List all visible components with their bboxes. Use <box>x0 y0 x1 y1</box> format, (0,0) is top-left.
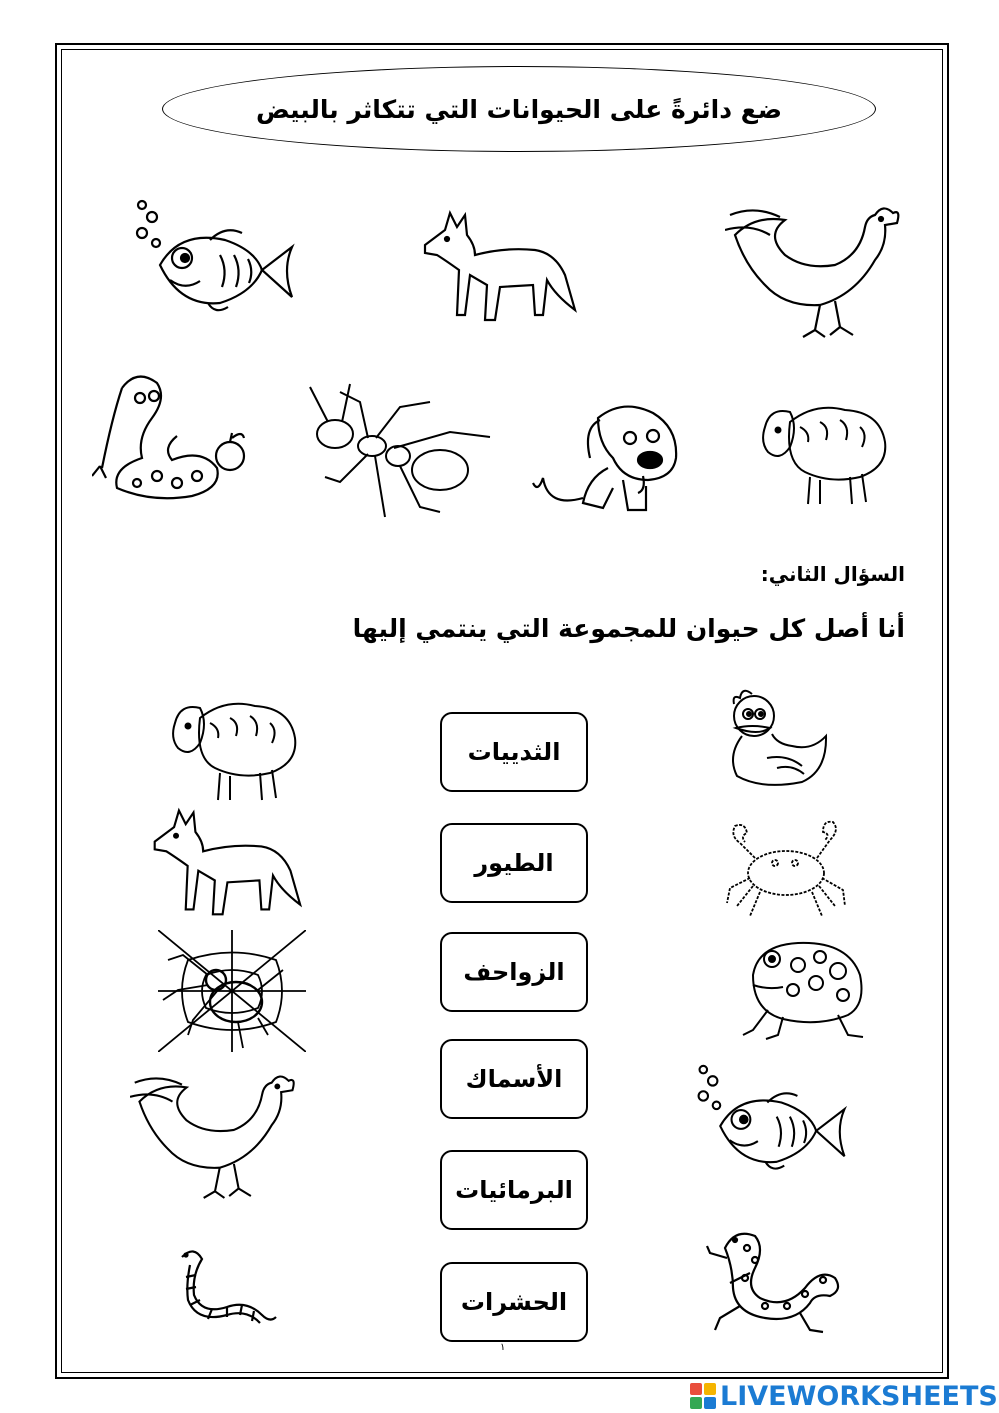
dog-icon[interactable] <box>528 398 693 516</box>
ant-icon[interactable] <box>290 382 495 522</box>
group-box-amphibians[interactable]: البرمائيات <box>440 1150 588 1230</box>
group-box-fish[interactable]: الأسماك <box>440 1039 588 1119</box>
salamander-icon[interactable] <box>705 1218 845 1336</box>
wolf-icon[interactable] <box>145 800 305 922</box>
frog-icon[interactable] <box>738 935 868 1043</box>
fish-icon[interactable] <box>692 1060 852 1178</box>
rooster-icon[interactable] <box>725 195 905 350</box>
liveworksheets-brand[interactable] <box>690 1380 998 1412</box>
spider-icon[interactable] <box>158 930 306 1052</box>
crab-icon[interactable] <box>725 818 847 922</box>
sheep-icon[interactable] <box>165 688 303 806</box>
q1-title-banner <box>162 66 876 152</box>
q2-instruction: أنا أصل كل حيوان للمجموعة التي ينتمي إليها <box>352 614 905 643</box>
q1-title: ضع دائرةً على الحيوانات التي تتكاثر بالبيض <box>255 94 783 124</box>
wolf-icon[interactable] <box>415 205 580 325</box>
worm-icon[interactable] <box>172 1245 282 1327</box>
group-box-birds[interactable]: الطيور <box>440 823 588 903</box>
sheep-icon[interactable] <box>760 392 888 510</box>
q2-label: السؤال الثاني: <box>760 562 905 586</box>
snake-icon[interactable] <box>92 368 250 508</box>
rooster-icon[interactable] <box>130 1062 300 1212</box>
liveworksheets-logo-icon <box>690 1383 716 1409</box>
page-number: ١ <box>500 1342 506 1353</box>
brand-text: LIVEWORKSHEETS <box>720 1380 998 1412</box>
duck-icon[interactable] <box>722 686 830 790</box>
group-box-reptiles[interactable]: الزواحف <box>440 932 588 1012</box>
group-box-insects[interactable]: الحشرات <box>440 1262 588 1342</box>
fish-icon[interactable] <box>130 195 300 320</box>
group-box-mammals[interactable]: الثدييات <box>440 712 588 792</box>
